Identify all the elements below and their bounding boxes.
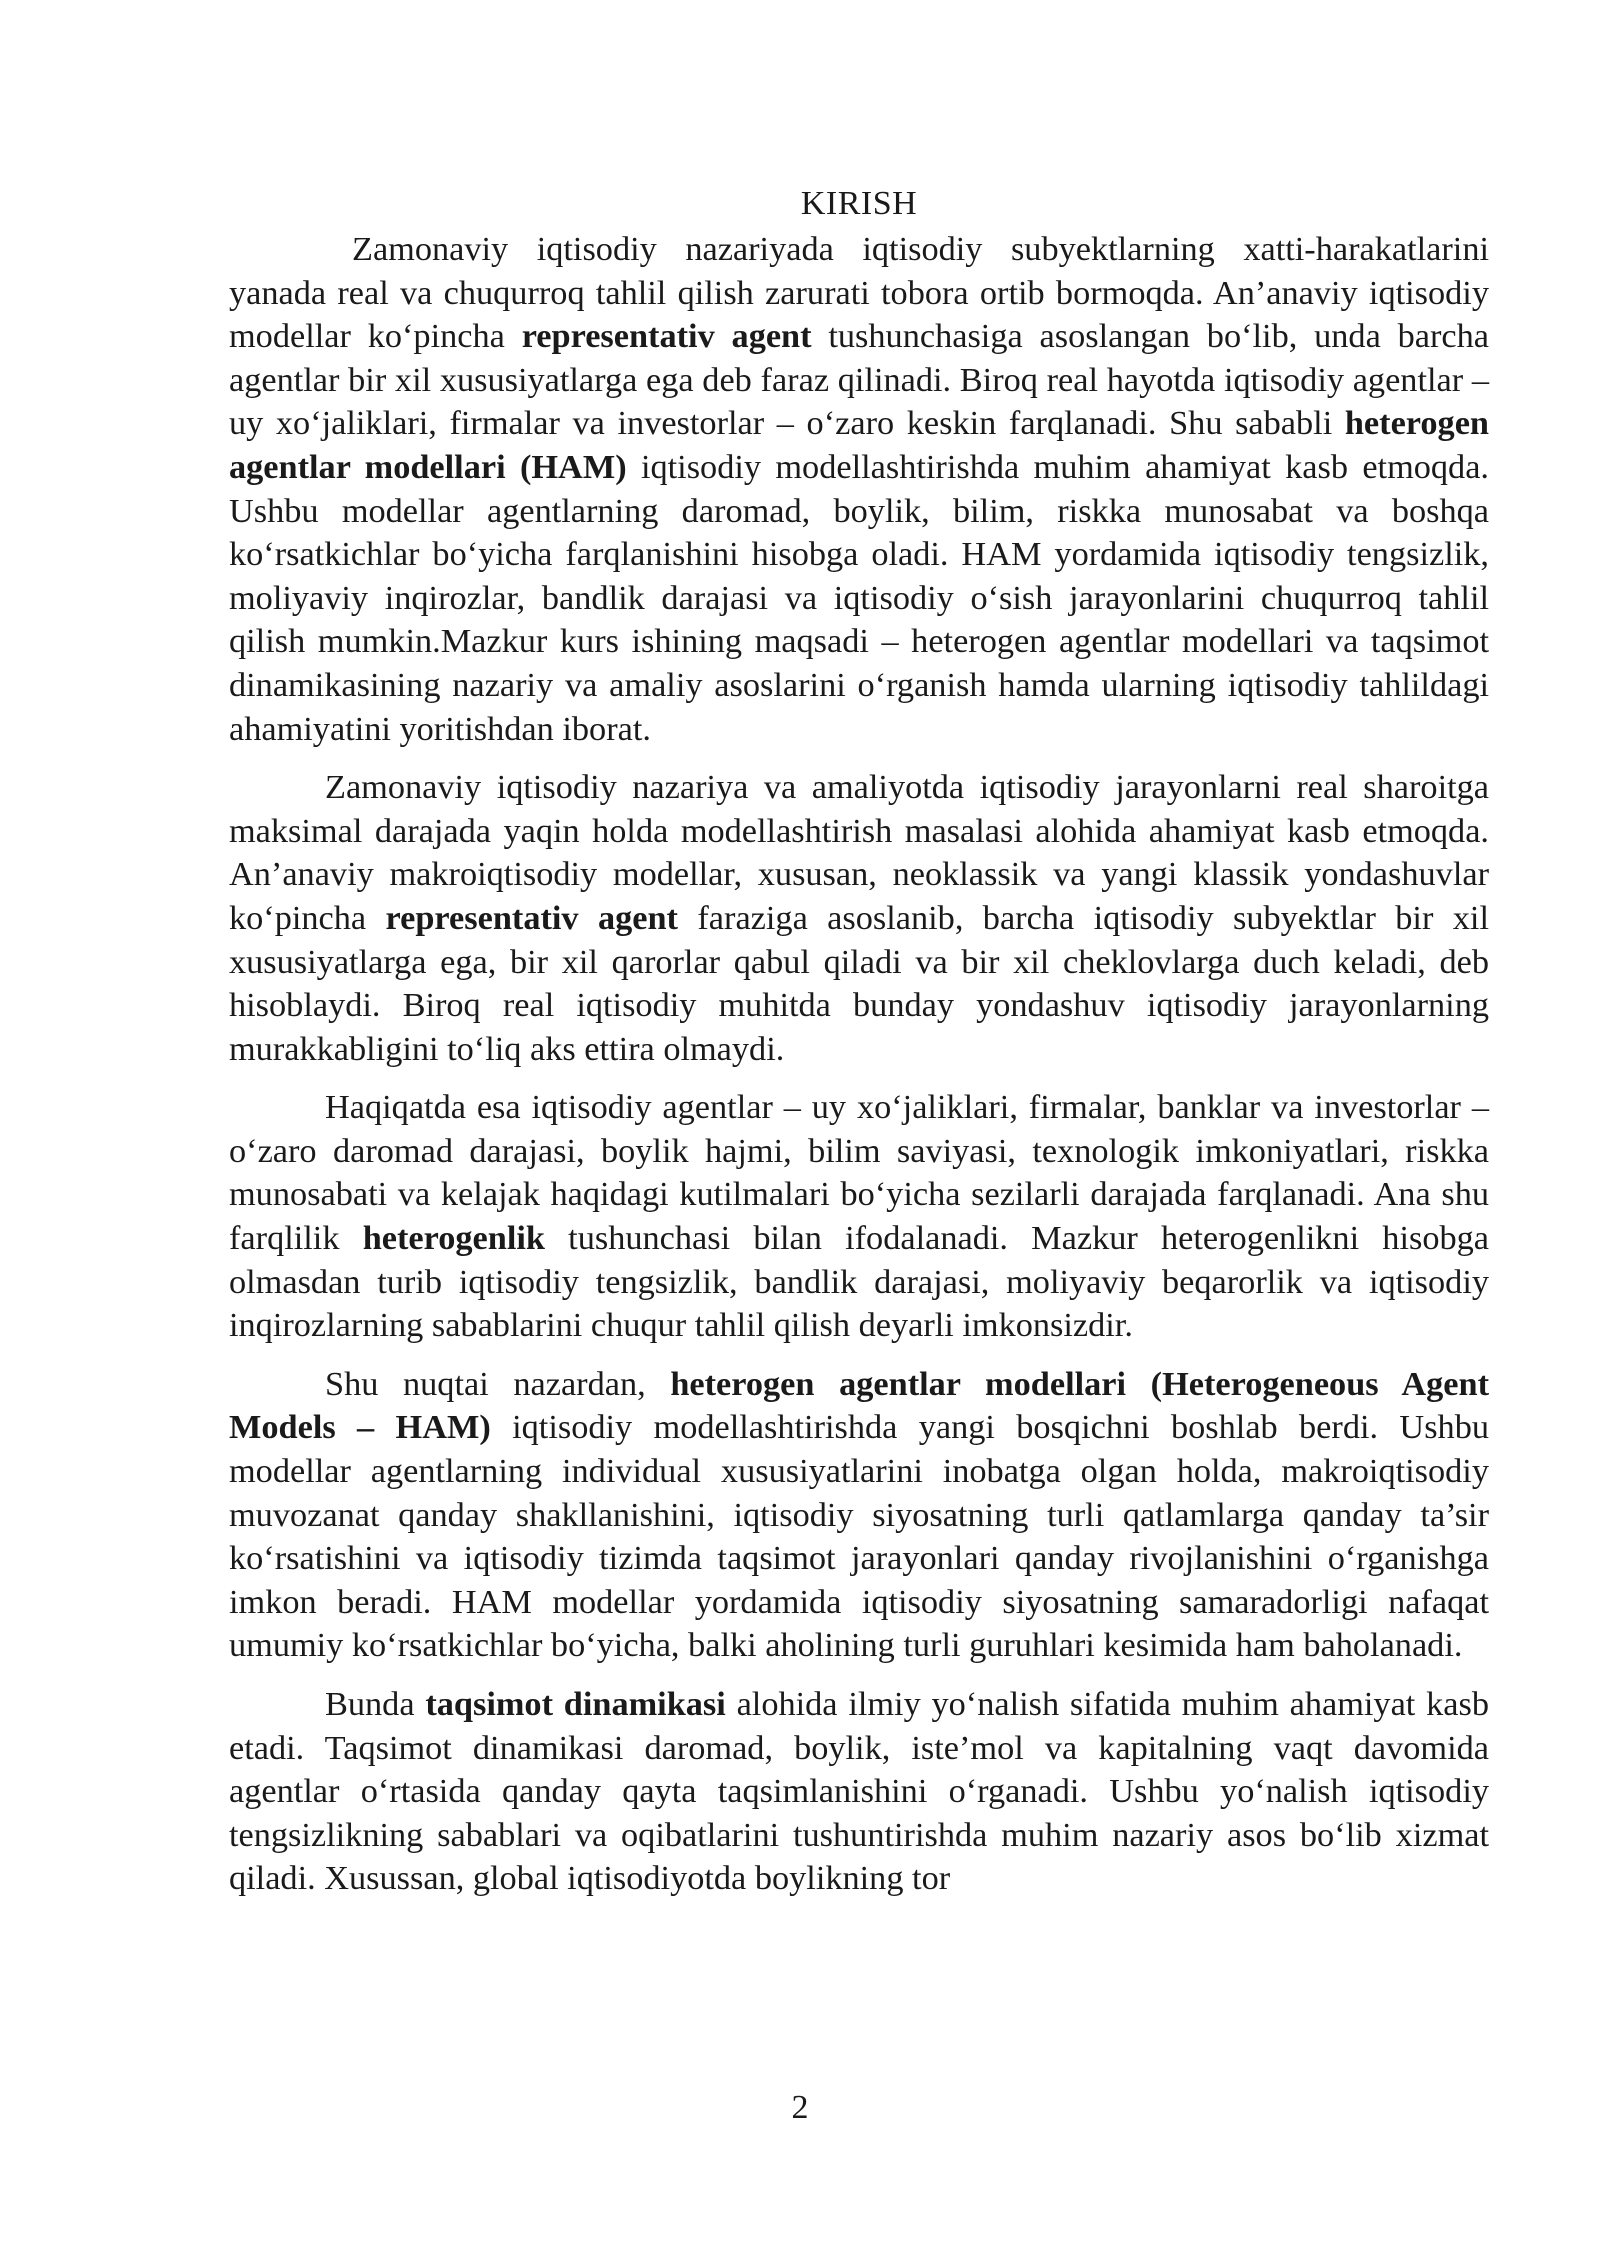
- bold-term: heterogen agentlar modellari (Heterogeneous Agent Models – HAM): [229, 1364, 1489, 1447]
- paragraph: [229, 1363, 1489, 1668]
- paragraph: [229, 1086, 1489, 1348]
- text-run: faraziga asoslanib, barcha iqtisodiy subyektlar bir xil xususiyatlarga ega, bir xil qarorlar qabul qiladi va bir xil cheklovlarga duch keladi, deb hisoblaydi. Biroq real iqtisodiy muhitda bunday yondashuv iqtisodiy jarayonlarning murakkabligini to‘liq aks ettira olmaydi.: [229, 898, 1489, 1068]
- body-text: [229, 228, 1489, 1901]
- paragraph: [229, 766, 1489, 1071]
- section-title: KIRISH: [800, 185, 918, 222]
- text-run: iqtisodiy modellashtirishda yangi bosqichni boshlab berdi. Ushbu modellar agentlarning individual xususiyatlarini inobatga olgan holda, makroiqtisodiy muvozanat qanday shakllanishini, iqtisodiy siyosatning turli qatlamlarga qanday ta’sir ko‘rsatishini va iqtisodiy tizimda taqsimot jarayonlari qanday rivojlanishini o‘rganishga imkon beradi. HAM modellar yordamida iqtisodiy siyosatning samaradorligi nafaqat umumiy ko‘rsatkichlar bo‘yicha, balki aholining turli guruhlari kesimida ham baholanadi.: [229, 1408, 1489, 1665]
- document-page: [229, 182, 1489, 1916]
- paragraph: [229, 1683, 1489, 1901]
- bold-term: taqsimot dinamikasi: [425, 1685, 726, 1723]
- page-number: 2: [791, 2089, 809, 2126]
- text-run: Haqiqatda esa iqtisodiy agentlar – uy xo‘jaliklari, firmalar, banklar va investorlar – o‘zaro daromad darajasi, boylik hajmi, bilim saviyasi, texnologik imkoniyatlari, riskka munosabati va kelajak haqidagi kutilmalari bo‘yicha sezilarli darajada farqlanadi. Ana shu farqlilik: [229, 1088, 1489, 1258]
- text-run: alohida ilmiy yo‘nalish sifatida muhim ahamiyat kasb etadi. Taqsimot dinamikasi daromad, boylik, iste’mol va kapitalning vaqt davomida agentlar o‘rtasida qanday qayta taqsimlanishini o‘rganadi. Ushbu yo‘nalish iqtisodiy tengsizlikning sabablari va oqibatlarini tushuntirishda muhim nazariy asos bo‘lib xizmat qiladi. Xusussan, global iqtisodiyotda boylikning tor: [229, 1685, 1489, 1898]
- bold-term: representativ agent: [385, 898, 678, 937]
- bold-term: heterogen agentlar modellari (HAM): [229, 404, 1489, 486]
- text-run: Zamonaviy iqtisodiy nazariyada iqtisodiy subyektlarning xatti-harakatlarini yanada real va chuqurroq tahlil qilish zarurati tobora ortib bormoqda. An’anaviy iqtisodiy modellar ko‘pincha: [229, 230, 1489, 356]
- text-run: iqtisodiy modellashtirishda muhim ahamiyat kasb etmoqda. Ushbu modellar agentlarning daromad, boylik, bilim, riskka munosabat va boshqa ko‘rsatkichlar bo‘yicha farqlanishini hisobga oladi. HAM yordamida iqtisodiy tengsizlik, moliyaviy inqirozlar, bandlik darajasi va iqtisodiy o‘sish jarayonlarini chuqurroq tahlil qilish mumkin.Mazkur kurs ishining maqsadi – heterogen agentlar modellari va taqsimot dinamikasining nazariy va amaliy asoslarini o‘rganish hamda ularning iqtisodiy tahlildagi ahamiyatini yoritishdan iborat.: [229, 447, 1490, 748]
- bold-term: representativ agent: [521, 317, 812, 356]
- text-run: tushunchasiga asoslangan bo‘lib, unda barcha agentlar bir xil xususiyatlarga ega deb faraz qilinadi. Biroq real hayotda iqtisodiy agentlar – uy xo‘jaliklari, firmalar va investorlar – o‘zaro keskin farqlanadi. Shu sababli: [229, 317, 1490, 443]
- text-run: tushunchasi bilan ifodalanadi. Mazkur heterogenlikni hisobga olmasdan turib iqtisodiy tengsizlik, bandlik darajasi, moliyaviy beqarorlik va iqtisodiy inqirozlarning sabablarini chuqur tahlil qilish deyarli imkonsizdir.: [229, 1219, 1489, 1345]
- paragraph: [229, 228, 1489, 751]
- text-run: Bunda: [325, 1685, 426, 1723]
- bold-term: heterogenlik: [362, 1219, 545, 1258]
- text-run: Shu nuqtai nazardan,: [325, 1364, 671, 1403]
- text-run: Zamonaviy iqtisodiy nazariya va amaliyotda iqtisodiy jarayonlarni real sharoitga maksimal darajada yaqin holda modellashtirish masalasi alohida ahamiyat kasb etmoqda. An’anaviy makroiqtisodiy modellar, xususan, neoklassik va yangi klassik yondashuvlar ko‘pincha: [229, 768, 1489, 937]
